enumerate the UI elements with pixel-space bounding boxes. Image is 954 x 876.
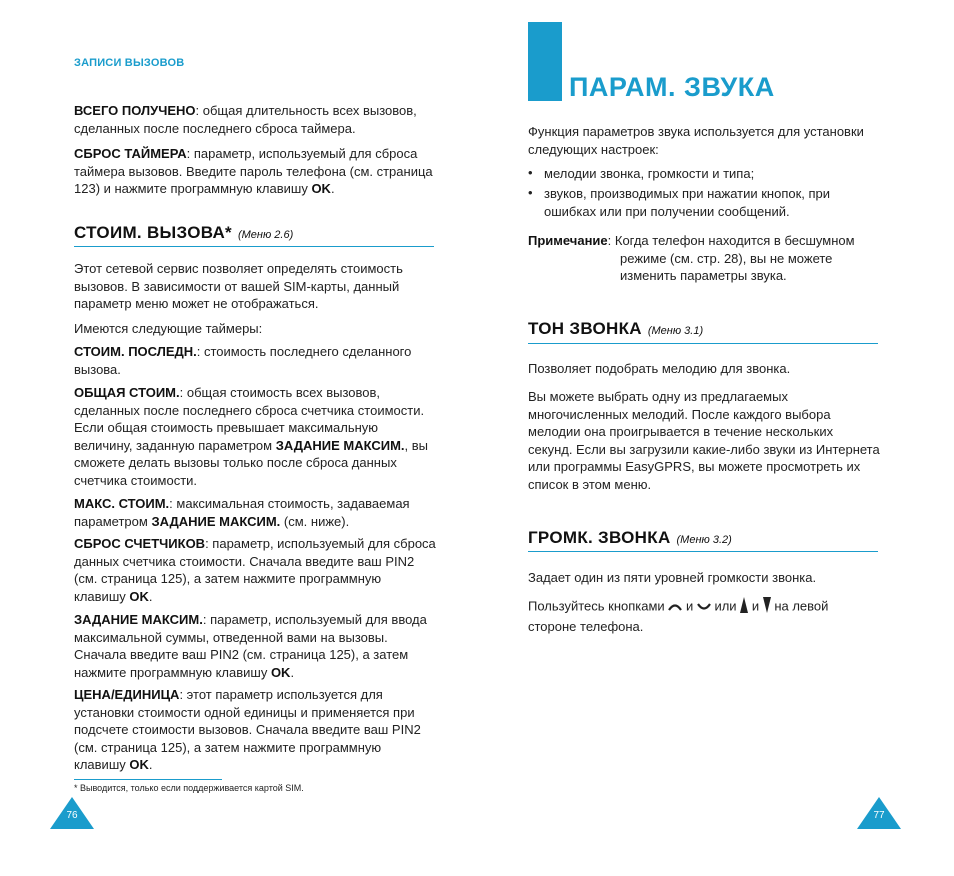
section-divider bbox=[74, 246, 434, 247]
bullet-icon: • bbox=[528, 185, 533, 200]
paragraph-total-received: ВСЕГО ПОЛУЧЕНО: общая длительность всех вызовов, сделанных после последнего сброса таймера. bbox=[74, 103, 417, 136]
paragraph-ringtone-details: Вы можете выбрать одну из предлагаемых многочисленных мелодий. После каждого выбора мелодии она проигрывается в течение нескольких секунд. Если вы загрузили какие-либо звуки из Интернета или программы EasyGPRS, вы можете просмотреть их список в этом меню. bbox=[528, 389, 880, 492]
paragraph-ringtone-desc: Позволяет подобрать мелодию для звонка. bbox=[528, 361, 791, 376]
paragraph-volume-desc: Задает один из пяти уровней громкости звонка. bbox=[528, 570, 817, 585]
paragraph-max-cost: МАКС. СТОИМ.: максимальная стоимость, задаваемая параметром ЗАДАНИЕ МАКСИМ. (см. ниже). bbox=[74, 496, 410, 529]
section-title-ring-volume: ГРОМК. ЗВОНКА (Меню 3.2) bbox=[528, 528, 732, 547]
volume-up-key-icon bbox=[740, 597, 748, 618]
list-item-text: звуков, производимых при нажатии кнопок, при ошибках или при получении сообщений. bbox=[544, 186, 831, 219]
note-continuation: режиме (см. стр. 28), вы не можете изменить параметры звука. bbox=[620, 250, 833, 283]
running-header: ЗАПИСИ ВЫЗОВОВ bbox=[74, 57, 185, 69]
paragraph-last-cost: СТОИМ. ПОСЛЕДН.: стоимость последнего сделанного вызова. bbox=[74, 344, 412, 377]
page-number: 77 bbox=[873, 810, 885, 821]
paragraph-timers-intro: Имеются следующие таймеры: bbox=[74, 321, 263, 336]
note: Примечание: Когда телефон находится в бесшумном режиме (см. стр. 28), вы не можете изменить параметры звука. bbox=[528, 232, 880, 285]
section-title-ringtone: ТОН ЗВОНКА (Меню 3.1) bbox=[528, 319, 704, 338]
section-divider bbox=[528, 551, 878, 552]
chapter-title: ПАРАМ. ЗВУКА bbox=[569, 72, 775, 102]
chapter-marker bbox=[528, 22, 562, 101]
volume-down-key-icon bbox=[763, 597, 771, 618]
paragraph-sound-intro: Функция параметров звука используется для установки следующих настроек: bbox=[528, 124, 864, 157]
footnote-divider bbox=[74, 779, 222, 780]
paragraph-price-unit: ЦЕНА/ЕДИНИЦА: этот параметр используется для установки стоимости одной единицы и применяется при подсчете стоимости вызовов. Сначала введите ваш PIN2 (см. страница 125), а затем нажмите программную клавишу OK. bbox=[74, 687, 421, 772]
paragraph-intro: Этот сетевой сервис позволяет определять стоимость вызовов. В зависимости от вашей SIM-карты, данный параметр меню может не отображаться. bbox=[74, 261, 403, 311]
paragraph-set-max: ЗАДАНИЕ МАКСИМ.: параметр, используемый для ввода максимальной суммы, отведенной вами на вызовы. Сначала введите ваш PIN2 (см. страница 125), а затем нажмите программную клавишу OK. bbox=[74, 612, 427, 680]
bullet-icon: • bbox=[528, 165, 533, 180]
list-item-text: мелодии звонка, громкости и типа; bbox=[544, 166, 755, 181]
paragraph-reset-counters: СБРОС СЧЕТЧИКОВ: параметр, используемый для сброса данных счетчика стоимости. Сначала введите ваш PIN2 (см. страница 125), а затем нажмите программную клавишу OK. bbox=[74, 536, 436, 604]
section-title-call-cost: СТОИМ. ВЫЗОВА* (Меню 2.6) bbox=[74, 223, 294, 242]
footnote: * Выводится, только если поддерживается картой SIM. bbox=[74, 783, 304, 793]
nav-up-icon bbox=[668, 599, 682, 617]
paragraph-volume-keys: Пользуйтесь кнопками и или и на левой стороне телефона. bbox=[528, 598, 829, 634]
paragraph-reset-timer: СБРОС ТАЙМЕРА: параметр, используемый для сброса таймера вызовов. Введите пароль телефона (см. страница 123) и нажмите программную клавишу OK. bbox=[74, 146, 433, 196]
nav-down-icon bbox=[697, 599, 711, 617]
section-divider bbox=[528, 343, 878, 344]
paragraph-total-cost: ОБЩАЯ СТОИМ.: общая стоимость всех вызовов, сделанных после последнего сброса счетчика стоимости. Если общая стоимость превышает максимальную величину, заданную параметром ЗАДАНИЕ МАКСИМ., вы сможете делать вызовы только после сброса данных счетчика стоимости. bbox=[74, 385, 429, 488]
page-number: 76 bbox=[66, 810, 78, 821]
